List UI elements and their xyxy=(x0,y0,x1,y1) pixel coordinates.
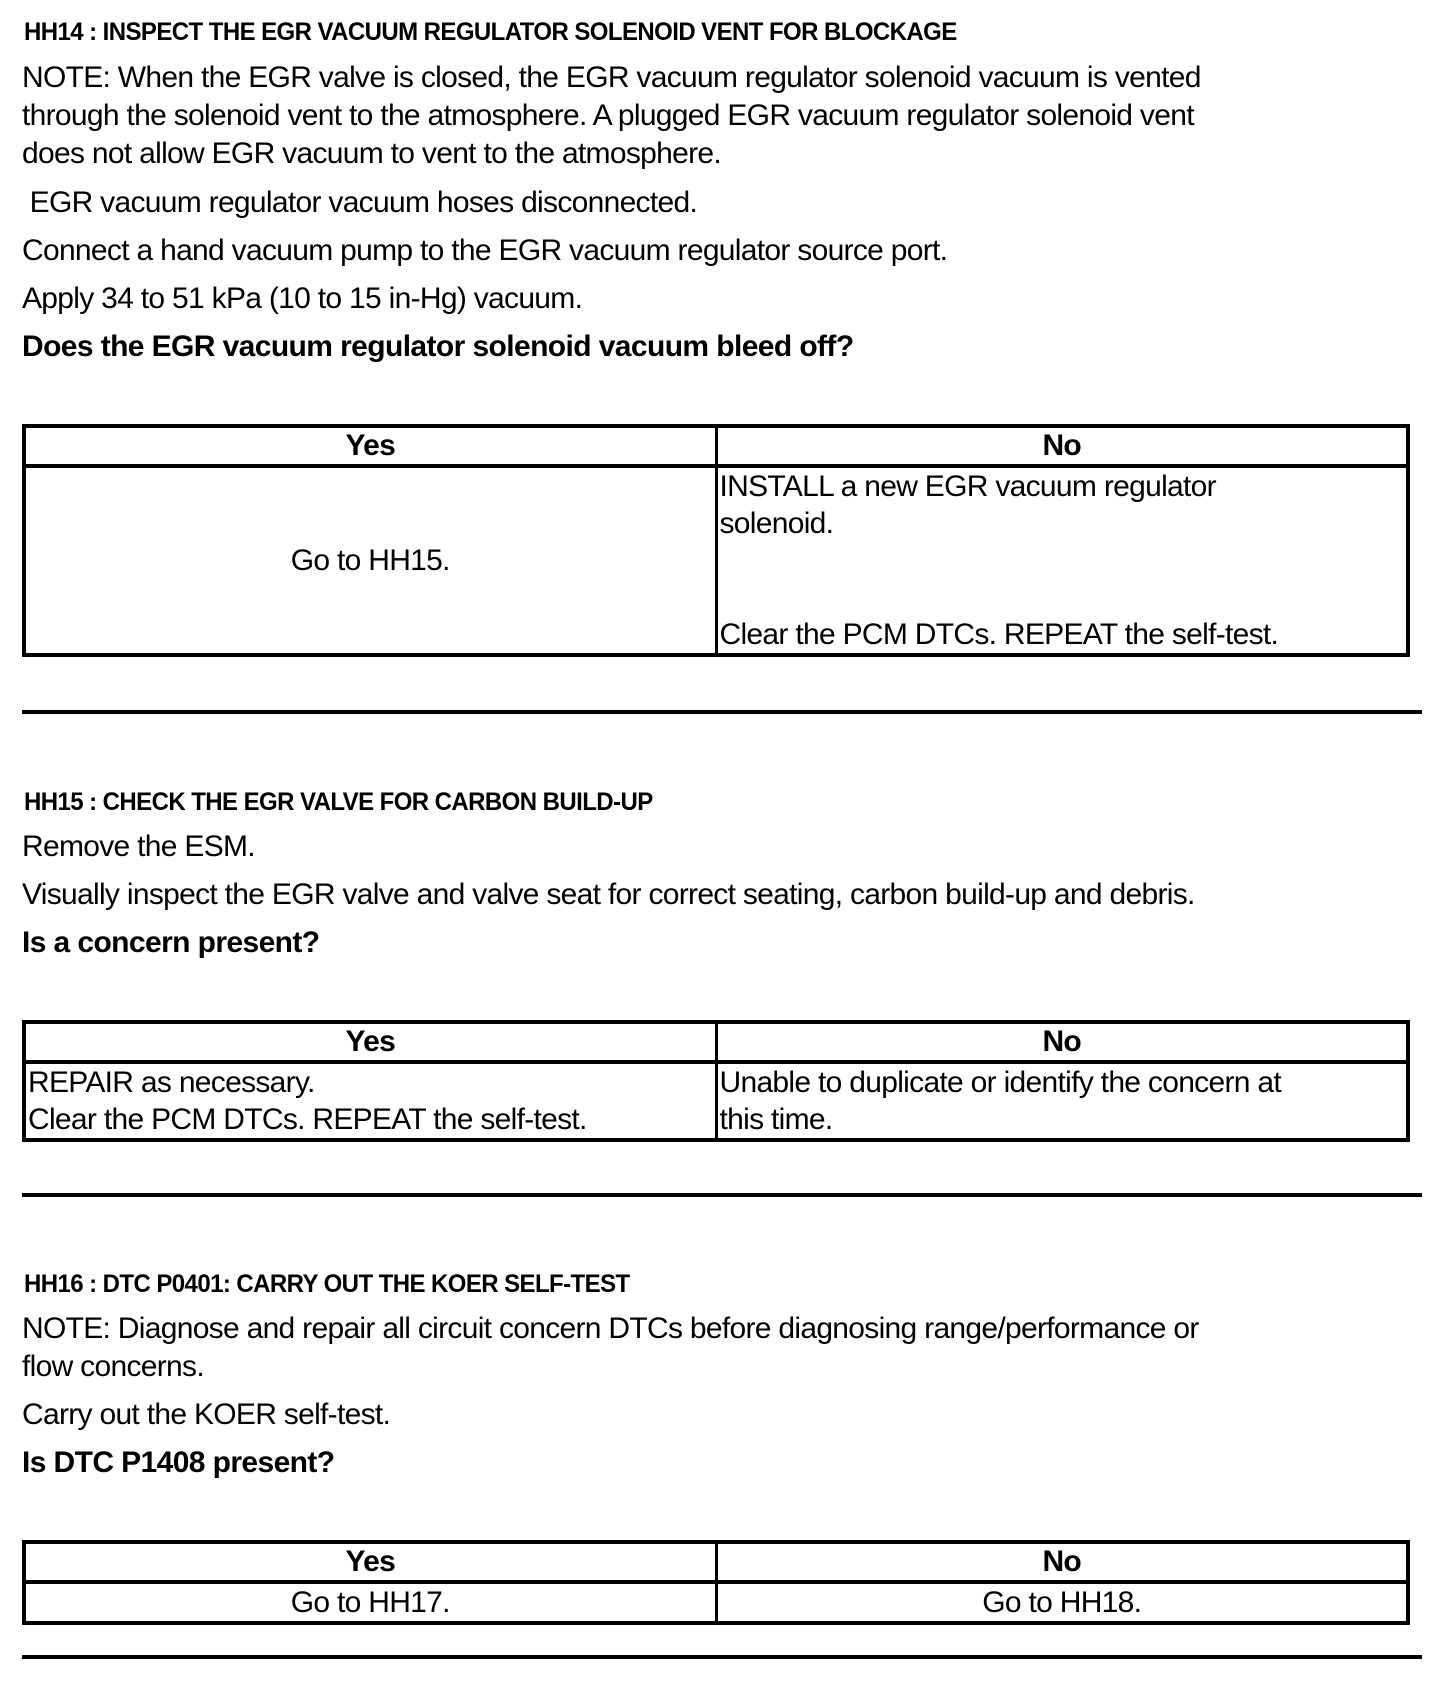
no-header: No xyxy=(716,426,1408,466)
section-divider xyxy=(22,1655,1422,1659)
cell-line: Unable to duplicate or identify the concern at xyxy=(719,1066,1282,1099)
yes-header: Yes xyxy=(24,1022,716,1062)
section-heading-hh16: HH16 : DTC P0401: CARRY OUT THE KOER SELF-TEST xyxy=(24,1270,630,1298)
note-line: does not allow EGR vacuum to vent to the atmosphere. xyxy=(22,137,721,170)
cell-line: REPAIR as necessary. xyxy=(28,1066,315,1099)
note-line: through the solenoid vent to the atmosphere. A plugged EGR vacuum regulator solenoid vent xyxy=(22,99,1194,132)
question-text: Does the EGR vacuum regulator solenoid vacuum bleed off? xyxy=(22,330,854,363)
yes-header: Yes xyxy=(24,1542,716,1582)
section-heading-hh15: HH15 : CHECK THE EGR VALVE FOR CARBON BUILD-UP xyxy=(24,788,653,816)
yes-cell: Go to HH15. xyxy=(24,466,716,655)
step-text: Apply 34 to 51 kPa (10 to 15 in-Hg) vacuum. xyxy=(22,282,583,315)
no-cell xyxy=(716,466,1408,655)
section-heading-hh14: HH14 : INSPECT THE EGR VACUUM REGULATOR SOLENOID VENT FOR BLOCKAGE xyxy=(24,18,957,46)
yes-no-table xyxy=(22,1540,1410,1625)
cell-line: this time. xyxy=(719,1103,833,1136)
cell-line: solenoid. xyxy=(719,507,834,540)
step-text: EGR vacuum regulator vacuum hoses disconnected. xyxy=(22,186,698,219)
no-cell xyxy=(716,1062,1408,1140)
step-text: Remove the ESM. xyxy=(22,830,255,863)
cell-line: Clear the PCM DTCs. REPEAT the self-test. xyxy=(719,618,1279,651)
no-header: No xyxy=(716,1022,1408,1062)
yes-header: Yes xyxy=(24,426,716,466)
yes-no-table xyxy=(22,424,1410,657)
step-text: Visually inspect the EGR valve and valve seat for correct seating, carbon build-up and debris. xyxy=(22,878,1195,911)
no-header: No xyxy=(716,1542,1408,1582)
cell-line: Clear the PCM DTCs. REPEAT the self-test. xyxy=(28,1103,587,1136)
note-line: flow concerns. xyxy=(22,1350,204,1383)
question-text: Is a concern present? xyxy=(22,926,320,959)
section-divider xyxy=(22,710,1422,714)
no-cell: Go to HH18. xyxy=(716,1582,1408,1623)
step-text: Connect a hand vacuum pump to the EGR vacuum regulator source port. xyxy=(22,234,948,267)
note-text xyxy=(22,59,1201,173)
section-divider xyxy=(22,1193,1422,1197)
cell-line: INSTALL a new EGR vacuum regulator xyxy=(719,470,1216,503)
question-text: Is DTC P1408 present? xyxy=(22,1446,335,1479)
step-text: Carry out the KOER self-test. xyxy=(22,1398,391,1431)
yes-cell: Go to HH17. xyxy=(24,1582,716,1623)
yes-no-table xyxy=(22,1020,1410,1142)
note-text xyxy=(22,1310,1199,1386)
note-line: NOTE: Diagnose and repair all circuit concern DTCs before diagnosing range/performance or xyxy=(22,1312,1199,1345)
note-line: NOTE: When the EGR valve is closed, the EGR vacuum regulator solenoid vacuum is vented xyxy=(22,61,1201,94)
yes-cell xyxy=(24,1062,716,1140)
